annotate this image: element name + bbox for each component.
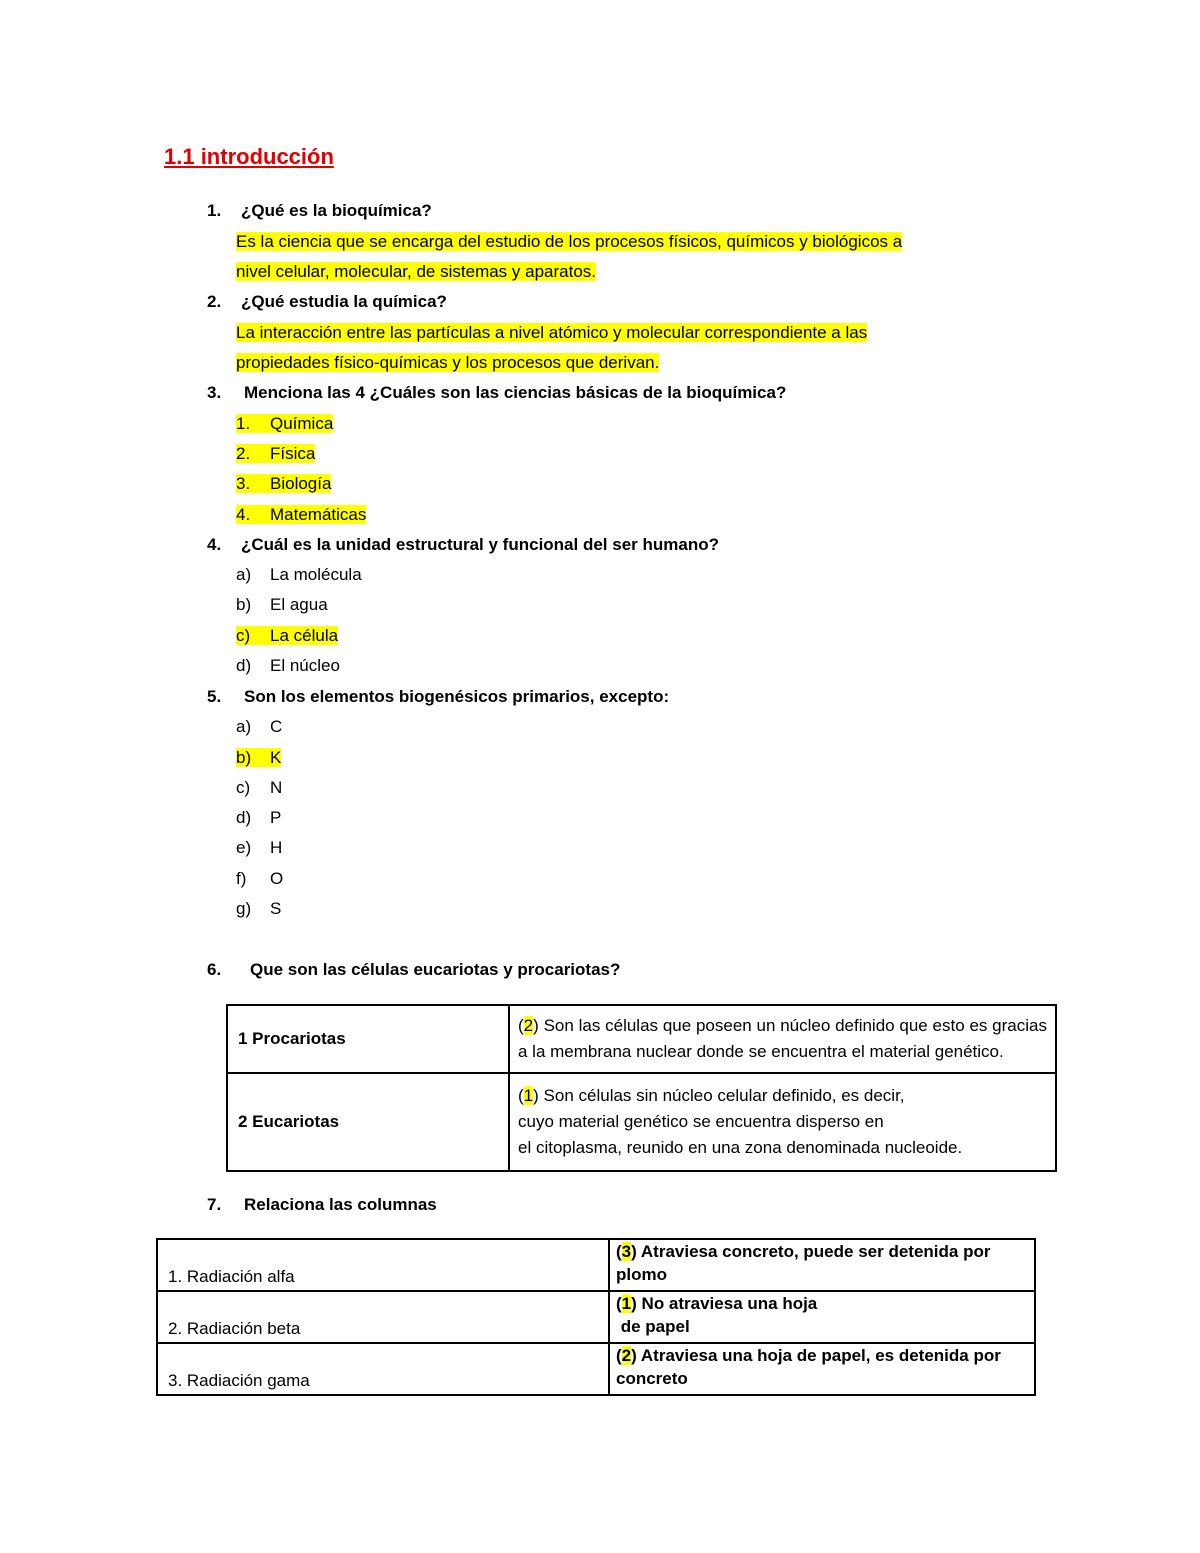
table-cell-term: 3. Radiación gama	[157, 1343, 609, 1395]
option-label: d)	[236, 808, 252, 827]
answer-number: 2	[523, 1015, 534, 1035]
table-row	[227, 1073, 1056, 1171]
option-label: c)	[236, 778, 251, 797]
option-text: El agua	[270, 595, 328, 614]
list-item	[236, 472, 331, 496]
table-cell-definition: (1) No atraviesa una hoja de papel	[609, 1291, 1035, 1343]
item-text: Química	[270, 414, 334, 433]
definition-text: plomo	[616, 1265, 667, 1284]
option-label: d)	[236, 656, 252, 675]
question-text: ¿Qué es la bioquímica?	[241, 201, 432, 220]
table-cell-definition: (2) Atraviesa una hoja de papel, es detenida por concreto	[609, 1343, 1035, 1395]
answer-number: 2	[621, 1346, 632, 1365]
answer-number: 3	[621, 1242, 632, 1261]
option-label: a)	[236, 717, 252, 736]
definition-text: No atraviesa una hoja	[636, 1294, 818, 1313]
option-item	[236, 776, 282, 800]
definition-text: el citoplasma, reunido en una zona denominada nucleoide.	[518, 1137, 963, 1157]
highlighted-answer: La interacción entre las partículas a nivel atómico y molecular correspondiente a las	[236, 323, 868, 342]
highlighted-answer: propiedades físico-químicas y los procesos que derivan.	[236, 353, 660, 372]
option-text: P	[270, 808, 282, 827]
list-item	[236, 442, 315, 466]
question-number: 7.	[207, 1195, 222, 1214]
option-item	[236, 563, 362, 587]
item-text: Matemáticas	[270, 505, 367, 524]
answer-number: 1	[621, 1294, 632, 1313]
item-text: Física	[270, 444, 316, 463]
question-3	[207, 381, 786, 405]
highlighted-answer: nivel celular, molecular, de sistemas y aparatos.	[236, 262, 597, 281]
table-cell-definition: (3) Atraviesa concreto, puede ser detenida por plomo	[609, 1239, 1035, 1291]
answer-1-line-2	[236, 260, 596, 284]
highlighted-answer: Es la ciencia que se encarga del estudio de los procesos físicos, químicos y biológicos a	[236, 232, 903, 251]
question-text: ¿Qué estudia la química?	[241, 292, 447, 311]
table-cell-definition: (2) Son las células que poseen un núcleo definido que esto es gracias a la membrana nuclear donde se encuentra el material genético.	[509, 1005, 1056, 1073]
question-number: 6.	[207, 960, 222, 979]
item-text: Biología	[270, 474, 332, 493]
radiation-match-table	[156, 1238, 1036, 1396]
option-label: f)	[236, 869, 247, 888]
list-item	[236, 503, 366, 527]
question-text: Que son las células eucariotas y procariotas?	[250, 960, 621, 979]
question-2	[207, 290, 447, 314]
option-text: La molécula	[270, 565, 362, 584]
option-item	[236, 715, 282, 739]
table-cell-term: 2 Eucariotas	[227, 1073, 509, 1171]
option-text: C	[270, 717, 283, 736]
question-4	[207, 533, 719, 557]
question-6	[207, 958, 620, 982]
table-cell-term: 1. Radiación alfa	[157, 1239, 609, 1291]
option-text: El núcleo	[270, 656, 340, 675]
question-number: 5.	[207, 687, 222, 706]
question-number: 4.	[207, 535, 222, 554]
question-text: ¿Cuál es la unidad estructural y funcional del ser humano?	[241, 535, 719, 554]
item-label: 1.	[236, 414, 251, 433]
definition-text: Atraviesa una hoja de papel, es detenida por	[636, 1346, 1001, 1365]
definition-text: Son las células que poseen un núcleo definido que esto es gracias a la membrana nuclear donde se encuentra el material genético.	[518, 1015, 1047, 1061]
answer-2-line-2	[236, 351, 659, 375]
option-text: La célula	[270, 626, 339, 645]
option-text: K	[270, 748, 282, 767]
answer-number: 1	[523, 1085, 534, 1105]
question-number: 2.	[207, 292, 222, 311]
page-title: 1.1 introducción	[164, 144, 334, 169]
table-row	[157, 1239, 1035, 1291]
item-label: 3.	[236, 474, 251, 493]
table-row	[157, 1343, 1035, 1395]
answer-2-line-1	[236, 321, 867, 345]
question-text: Relaciona las columnas	[244, 1195, 437, 1214]
option-label: e)	[236, 838, 252, 857]
option-text: H	[270, 838, 283, 857]
item-label: 2.	[236, 444, 251, 463]
option-label: g)	[236, 899, 252, 918]
option-label: a)	[236, 565, 252, 584]
option-item	[236, 593, 328, 617]
list-item	[236, 412, 333, 436]
question-text: Son los elementos biogenésicos primarios, excepto:	[244, 687, 670, 706]
question-number: 3.	[207, 383, 222, 402]
answer-1-line-1	[236, 230, 902, 254]
cell-types-table	[226, 1004, 1057, 1172]
question-1	[207, 199, 432, 223]
definition-text: cuyo material genético se encuentra disperso en	[518, 1111, 884, 1131]
option-text: N	[270, 778, 283, 797]
table-row	[157, 1291, 1035, 1343]
table-row	[227, 1005, 1056, 1073]
item-label: 4.	[236, 505, 251, 524]
option-item-selected	[236, 746, 281, 770]
definition-text: de papel	[616, 1317, 690, 1336]
definition-text: concreto	[616, 1369, 688, 1388]
question-5	[207, 685, 669, 709]
option-label: b)	[236, 595, 252, 614]
table-cell-definition: (1) Son células sin núcleo celular definido, es decir, cuyo material genético se encuentra disperso en el citoplasma, reunido en una zona denominada nucleoide.	[509, 1073, 1056, 1171]
option-item	[236, 654, 340, 678]
table-cell-term: 1 Procariotas	[227, 1005, 509, 1073]
option-text: O	[270, 869, 284, 888]
question-text: Menciona las 4 ¿Cuáles son las ciencias básicas de la bioquímica?	[244, 383, 787, 402]
option-item	[236, 867, 283, 891]
option-label: b)	[236, 748, 252, 767]
definition-text: Atraviesa concreto, puede ser detenida por	[636, 1242, 991, 1261]
definition-text: Son células sin núcleo celular definido, es decir,	[538, 1085, 905, 1105]
question-7	[207, 1193, 437, 1217]
option-item	[236, 806, 281, 830]
option-text: S	[270, 899, 282, 918]
option-label: c)	[236, 626, 251, 645]
question-number: 1.	[207, 201, 222, 220]
option-item-selected	[236, 624, 338, 648]
option-item	[236, 897, 281, 921]
table-cell-term: 2. Radiación beta	[157, 1291, 609, 1343]
option-item	[236, 836, 282, 860]
